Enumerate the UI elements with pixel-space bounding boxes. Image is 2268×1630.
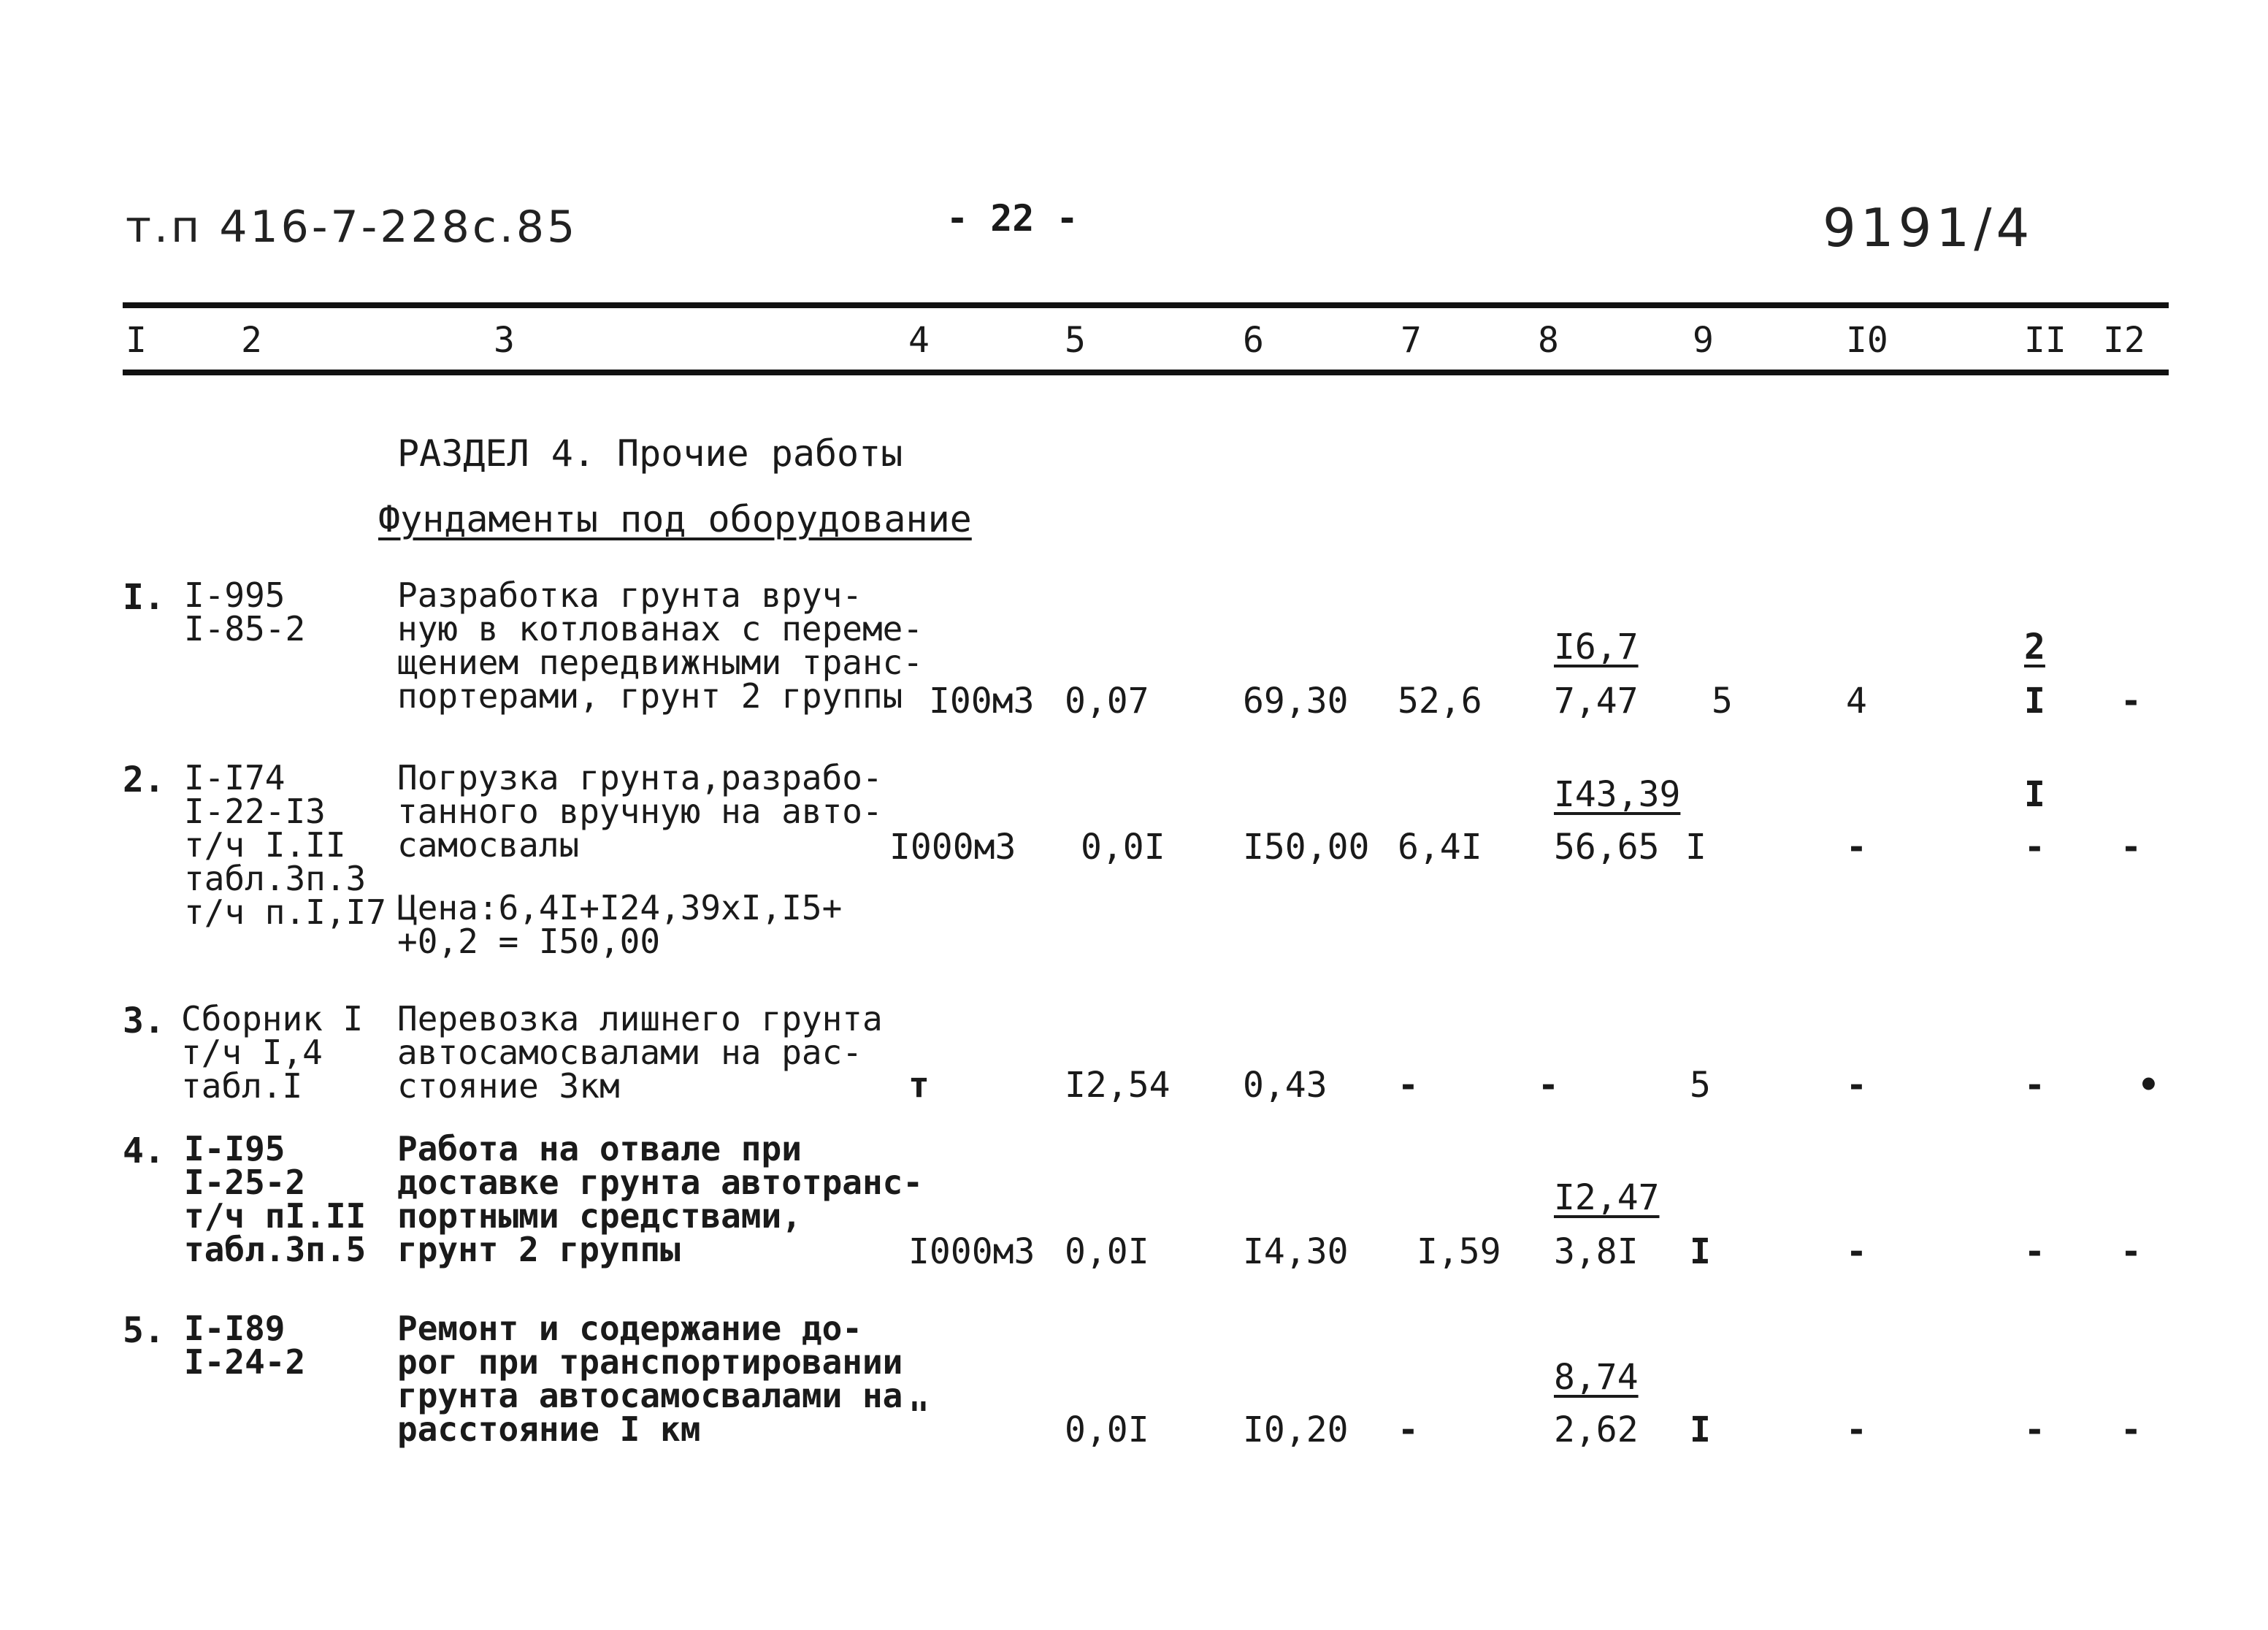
section-title: РАЗДЕЛ 4. Прочие работы [397, 432, 903, 475]
row-description: Разработка грунта вруч- ную в котлованах с переме- щением передвижными транс- портерами, грунт 2 группы [397, 575, 924, 716]
column-header-1: I [126, 320, 147, 361]
row-col8-top: I6,7 [1554, 627, 1639, 667]
table-top-rule [123, 302, 2169, 308]
row-quantity: 0,07 [1065, 681, 1149, 722]
row-col9: I [1685, 827, 1706, 868]
row-col7: I,59 [1417, 1231, 1501, 1272]
row-description: Работа на отвале при доставке грунта автотранс- портными средствами, грунт 2 группы [397, 1129, 924, 1269]
row-price: I4,30 [1243, 1231, 1349, 1272]
row-quantity: 0,0I [1065, 1231, 1149, 1272]
row-unit: " [908, 1395, 930, 1436]
sheet-code: 9191/4 [1823, 197, 2034, 259]
table-header-rule [123, 370, 2169, 375]
column-header-11: II [2024, 320, 2066, 361]
column-header-2: 2 [241, 320, 262, 361]
row-col8-bottom: 2,62 [1554, 1409, 1639, 1450]
row-col11: - [2024, 1231, 2045, 1272]
row-price-note: Цена:6,4I+I24,39xI,I5+ +0,2 = I50,00 [397, 888, 843, 961]
row-col8-top: I2,47 [1554, 1177, 1660, 1218]
column-header-6: 6 [1243, 320, 1264, 361]
row-col8-bottom: 3,8I [1554, 1231, 1639, 1272]
row-col10: - [1846, 1231, 1867, 1272]
row-codes: I-I74 I-22-I3 т/ч I.II табл.3п.3 т/ч п.I,I7 [184, 758, 386, 932]
row-price: 69,30 [1243, 681, 1349, 722]
column-header-12: I2 [2103, 320, 2145, 361]
row-col8-top: 8,74 [1554, 1357, 1639, 1398]
row-price: I0,20 [1243, 1409, 1349, 1450]
row-col10: - [1846, 1065, 1867, 1106]
row-col9: I [1690, 1231, 1711, 1272]
row-col8-top: I43,39 [1554, 774, 1681, 815]
column-header-4: 4 [908, 320, 930, 361]
row-col12: - [2120, 1409, 2142, 1450]
column-header-10: I0 [1846, 320, 1888, 361]
row-col8-bottom: 56,65 [1554, 827, 1660, 868]
row-col9: I [1690, 1409, 1711, 1450]
row-unit: I000м3 [908, 1231, 1035, 1272]
row-number: 4. [123, 1130, 165, 1171]
row-price: I50,00 [1243, 827, 1370, 868]
row-col11-bottom: I [2024, 681, 2045, 722]
row-codes: I-995 I-85-2 [184, 575, 306, 648]
column-header-8: 8 [1538, 320, 1559, 361]
row-price: 0,43 [1243, 1065, 1328, 1106]
row-col12: - [2120, 681, 2142, 722]
row-unit: I000м3 [889, 827, 1016, 868]
column-header-9: 9 [1693, 320, 1714, 361]
row-quantity: I2,54 [1065, 1065, 1171, 1106]
row-unit: I00м3 [929, 681, 1035, 722]
section-subtitle: Фундаменты под оборудование [378, 498, 972, 540]
row-description: Перевозка лишнего грунта автосамосвалами на рас- стояние 3км [397, 999, 883, 1106]
row-col8: - [1538, 1065, 1559, 1106]
row-quantity: 0,0I [1065, 1409, 1149, 1450]
row-col11-top: I [2024, 774, 2045, 815]
row-col8-bottom: 7,47 [1554, 681, 1639, 722]
row-col10: 4 [1846, 681, 1867, 722]
row-col11: - [2024, 1065, 2045, 1106]
row-codes: I-I89 I-24-2 [184, 1309, 306, 1382]
row-col10: - [1846, 827, 1867, 868]
row-description: Погрузка грунта,разрабо- танного вручную на авто- самосвалы [397, 758, 883, 865]
row-codes: Сборник I т/ч I,4 табл.I [181, 999, 364, 1106]
column-header-3: 3 [494, 320, 515, 361]
row-col7: - [1398, 1065, 1419, 1106]
row-col7: - [1398, 1409, 1419, 1450]
row-unit: т [908, 1065, 930, 1106]
row-col12: - [2120, 827, 2142, 868]
column-header-7: 7 [1401, 320, 1422, 361]
column-header-5: 5 [1065, 320, 1086, 361]
document-reference: т.п 416-7-228с.85 [126, 202, 578, 253]
row-col11-top: 2 [2024, 627, 2045, 667]
row-number: 2. [123, 759, 165, 800]
row-codes: I-I95 I-25-2 т/ч пI.II табл.3п.5 [184, 1129, 367, 1269]
row-col9: 5 [1690, 1065, 1711, 1106]
row-col7: 52,6 [1398, 681, 1482, 722]
row-col11-bottom: - [2024, 827, 2045, 868]
row-col11: - [2024, 1409, 2045, 1450]
row-col7: 6,4I [1398, 827, 1482, 868]
page-number: - 22 - [946, 197, 1079, 240]
row-col12: • [2138, 1065, 2159, 1106]
row-col10: - [1846, 1409, 1867, 1450]
row-number: 3. [123, 1000, 165, 1041]
row-number: 5. [123, 1310, 165, 1351]
row-description: Ремонт и содержание до- рог при транспортировании грунта автосамосвалами на расстояние I км [397, 1309, 903, 1449]
row-quantity: 0,0I [1081, 827, 1165, 868]
row-col12: - [2120, 1231, 2142, 1272]
row-number: I. [123, 577, 165, 618]
row-col9: 5 [1712, 681, 1733, 722]
